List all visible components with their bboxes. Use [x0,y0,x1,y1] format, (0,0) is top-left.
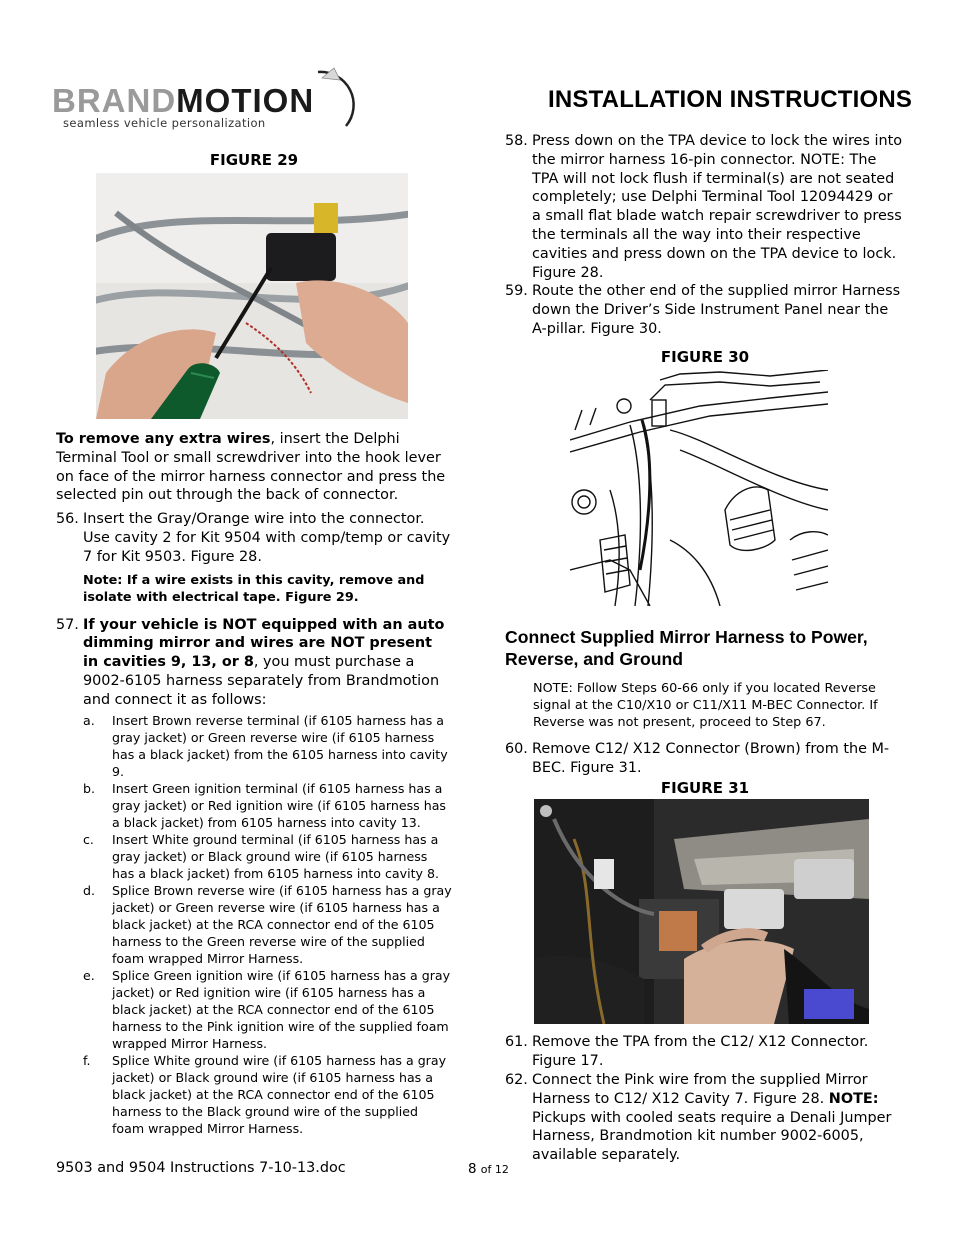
footer-page-number: 8 of 12 [468,1162,509,1177]
logo-tagline: seamless vehicle personalization [63,116,266,130]
step-59: 59. Route the other end of the supplied mirror Harness down the Driver’s Side Instrument Panel near the A-pillar. Figure 30. [505,283,901,337]
substep-item [56,967,452,1052]
substep-text: Splice White ground wire (if 6105 harness has a gray jacket) or Black ground wire (if 6105 harness has a black jacket) at the RCA connector end of the 6105 harness to the Black ground wire of the supplied foam wrapped Mirror Harness. [112,1052,447,1136]
substep-text: Splice Brown reverse wire (if 6105 harness has a gray jacket) or Green reverse wire (if 6105 harness has a black jacket) at the RCA connector end of the 6105 harness to the Green reverse wire of the supplied foam wrapped Mirror Harness. [112,882,452,966]
right-column [505,132,905,1165]
substep-item [56,882,452,967]
substep-item [56,712,452,780]
step-62: 62. Connect the Pink wire from the supplied Mirror Harness to C12/ X12 Cavity 7. Figure 28. NOTE: Pickups with cooled seats require a Denali Jumper Harness, Brandmotion kit number 9002-6005, available separately. [505,1071,892,1164]
brand-logo [52,66,372,136]
step-57: 57. If your vehicle is NOT equipped with an auto dimming mirror and wires are NOT present in cavities 9, 13, or 8, you must purchase a 9002-6105 harness separately from Brandmotion and connect it as follows: [56,616,445,708]
logo-wordmark: BRANDMOTION [52,82,315,119]
figure-29-photo [96,173,408,419]
left-column [56,150,452,1137]
substep-letter: a. [83,712,95,728]
substep-letter: f. [83,1052,91,1068]
step-61: 61. Remove the TPA from the C12/ X12 Connector. Figure 17. [505,1034,869,1070]
figure-31-photo [534,799,869,1024]
section-note: NOTE: Follow Steps 60-66 only if you located Reverse signal at the C10/X10 or C11/X11 M-BEC Connector. If Reverse was not present, proceed to Step 67. [533,680,878,730]
step-56: 56. Insert the Gray/Orange wire into the connector. Use cavity 2 for Kit 9504 with comp/temp or cavity 7 for Kit 9503. Figure 28. [56,511,451,565]
mbec-connector-image [534,799,869,1024]
section-heading: Connect Supplied Mirror Harness to Power, Reverse, and Ground [505,626,868,669]
step-57-substeps [56,712,452,1137]
figure-31-caption: FIGURE 31 [660,779,750,798]
substep-text: Insert Green ignition terminal (if 6105 harness has a gray jacket) or Red ignition wire (if 6105 harness has a black jacket) from 6105 harness into cavity 13. [112,780,446,830]
substep-item [56,1052,452,1137]
step-56-note: Note: If a wire exists in this cavity, remove and isolate with electrical tape. Figure 29. [83,572,425,605]
substep-letter: b. [83,780,95,796]
substep-letter: c. [83,831,94,847]
step-60: 60. Remove C12/ X12 Connector (Brown) from the M-BEC. Figure 31. [505,740,890,776]
figure-30-caption: FIGURE 30 [660,347,750,366]
footer-doc-name: 9503 and 9504 Instructions 7-10-13.doc [56,1160,346,1176]
substep-letter: e. [83,967,95,983]
substep-text: Insert Brown reverse terminal (if 6105 harness has a gray jacket) or Green reverse wire (if 6105 harness has a black jacket) from the 6105 harness into cavity 9. [112,712,448,779]
substep-text: Splice Green ignition wire (if 6105 harness has a gray jacket) or Red ignition wire (if 6105 harness has a black jacket) at the RCA connector end of the 6105 harness to the Pink ignition wire of the supplied foam wrapped Mirror Harness. [112,967,451,1051]
page-title: INSTALLATION INSTRUCTIONS [548,86,913,113]
substep-text: Insert White ground terminal (if 6105 harness has a gray jacket) or Black ground wire (if 6105 harness has a black jacket) from 6105 harness into cavity 8. [112,831,440,881]
figure-29-caption: FIGURE 29 [209,151,299,169]
instrument-panel-drawing [570,370,828,606]
step-58: 58. Press down on the TPA device to lock the wires into the mirror harness 16-pin connector. NOTE: The TPA will not lock flush if terminal(s) are not seated completely; use Delphi Terminal Tool 12094429 or a small flat blade watch repair screwdriver to press the terminals all the way into their respective cavities and press down on the TPA device to lock. Figure 28. [505,133,903,281]
substep-item [56,780,452,831]
substep-letter: d. [83,882,95,898]
figure-30-drawing [570,370,828,606]
connector-tool-image [96,173,408,419]
remove-wires-paragraph: To remove any extra wires, insert the Delphi Terminal Tool or small screwdriver into the hook lever on face of the mirror harness connector and press the selected pin out through the back of connector. [56,431,446,504]
substep-item [56,831,452,882]
logo-arc-icon [300,66,364,136]
